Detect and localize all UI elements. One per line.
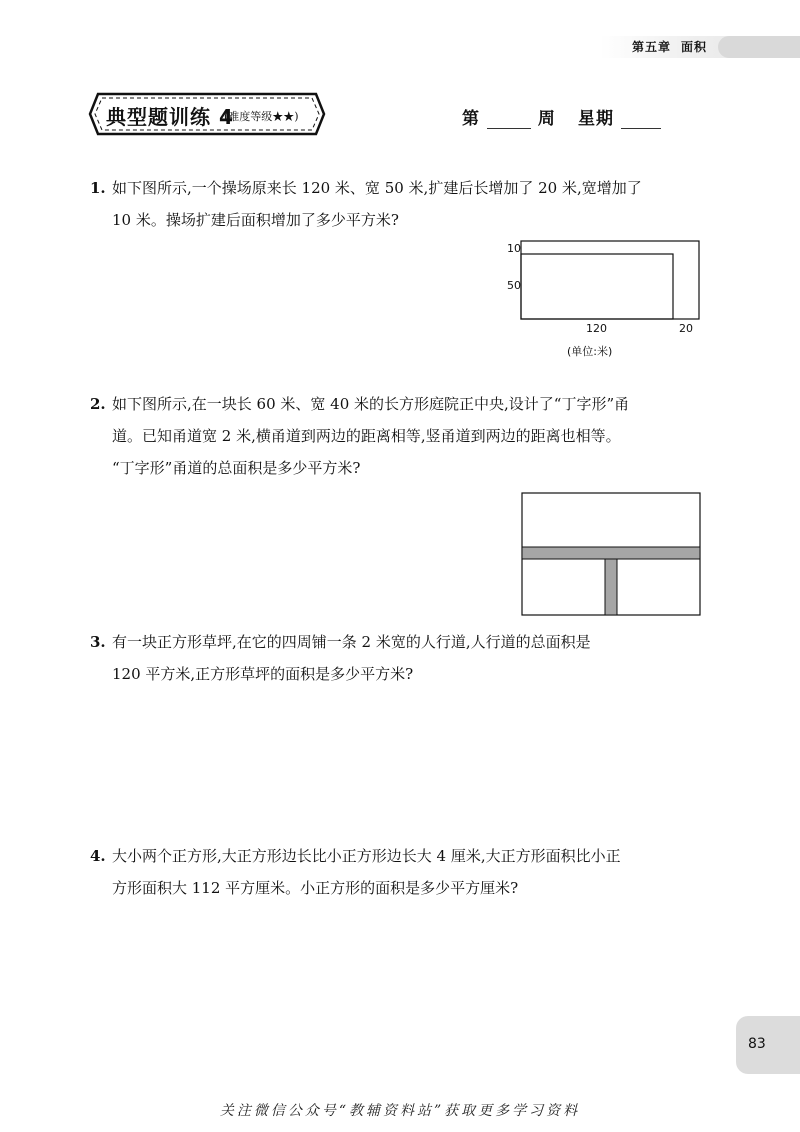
question-text: 10 米。操场扩建后面积增加了多少平方米? (112, 211, 399, 229)
chapter-heading (632, 38, 707, 55)
question-text: “丁字形”甬道的总面积是多少平方米? (112, 459, 361, 477)
page-number-tab (736, 1016, 800, 1074)
question-number: 2. (90, 395, 106, 413)
fig1-caption: (单位:米) (567, 345, 613, 358)
question-text: 如下图所示,一个操场原来长 120 米、宽 50 米,扩建后长增加了 20 米,宽增加了 (112, 179, 642, 197)
question-text: 道。已知甬道宽 2 米,横甬道到两边的距离相等,竖甬道到两边的距离也相等。 (112, 427, 621, 445)
question-number: 4. (90, 847, 106, 865)
question-number: 3. (90, 633, 106, 651)
question-text: 方形面积大 112 平方厘米。小正方形的面积是多少平方厘米? (112, 879, 519, 897)
weekday-label: 星期 (578, 109, 614, 129)
week-label: 第 (462, 109, 480, 129)
expanded-field-rect (521, 241, 699, 319)
weekday-field (578, 104, 661, 129)
figure-2-diagram (521, 492, 701, 616)
question-text: 120 平方米,正方形草坪的面积是多少平方米? (112, 665, 414, 683)
horizontal-path (522, 547, 700, 559)
figure-1-diagram (520, 240, 700, 322)
difficulty-label: (难度等级★★) (224, 110, 299, 123)
original-field-rect (521, 254, 673, 319)
vertical-path (605, 559, 617, 615)
header-tab (718, 36, 800, 58)
fig1-label-length: 120 (586, 322, 607, 335)
question-text: 如下图所示,在一块长 60 米、宽 40 米的长方形庭院正中央,设计了“丁字形”甬 (112, 395, 630, 413)
fig1-label-left: 50 (507, 279, 521, 292)
chapter-label: 第五章 (632, 40, 672, 54)
week-blank[interactable] (487, 110, 531, 129)
fig1-label-top: 10 (507, 242, 521, 255)
footer-note: 关注微信公众号“教辅资料站”获取更多学习资料 (219, 1103, 581, 1119)
question-4 (90, 840, 730, 904)
week-field (462, 104, 556, 129)
section-title: 典型题训练 4 (106, 105, 234, 129)
page-number: 83 (748, 1036, 766, 1052)
fig1-label-extension: 20 (679, 322, 693, 335)
section-badge (88, 92, 326, 136)
weekday-blank[interactable] (621, 110, 661, 129)
question-number: 1. (90, 179, 106, 197)
chapter-topic: 面积 (681, 40, 708, 54)
question-text: 有一块正方形草坪,在它的四周铺一条 2 米宽的人行道,人行道的总面积是 (112, 633, 591, 651)
question-3 (90, 626, 730, 690)
question-1 (90, 172, 730, 236)
week-unit: 周 (537, 109, 556, 129)
question-text: 大小两个正方形,大正方形边长比小正方形边长大 4 厘米,大正方形面积比小正 (112, 847, 621, 865)
question-2 (90, 388, 730, 484)
